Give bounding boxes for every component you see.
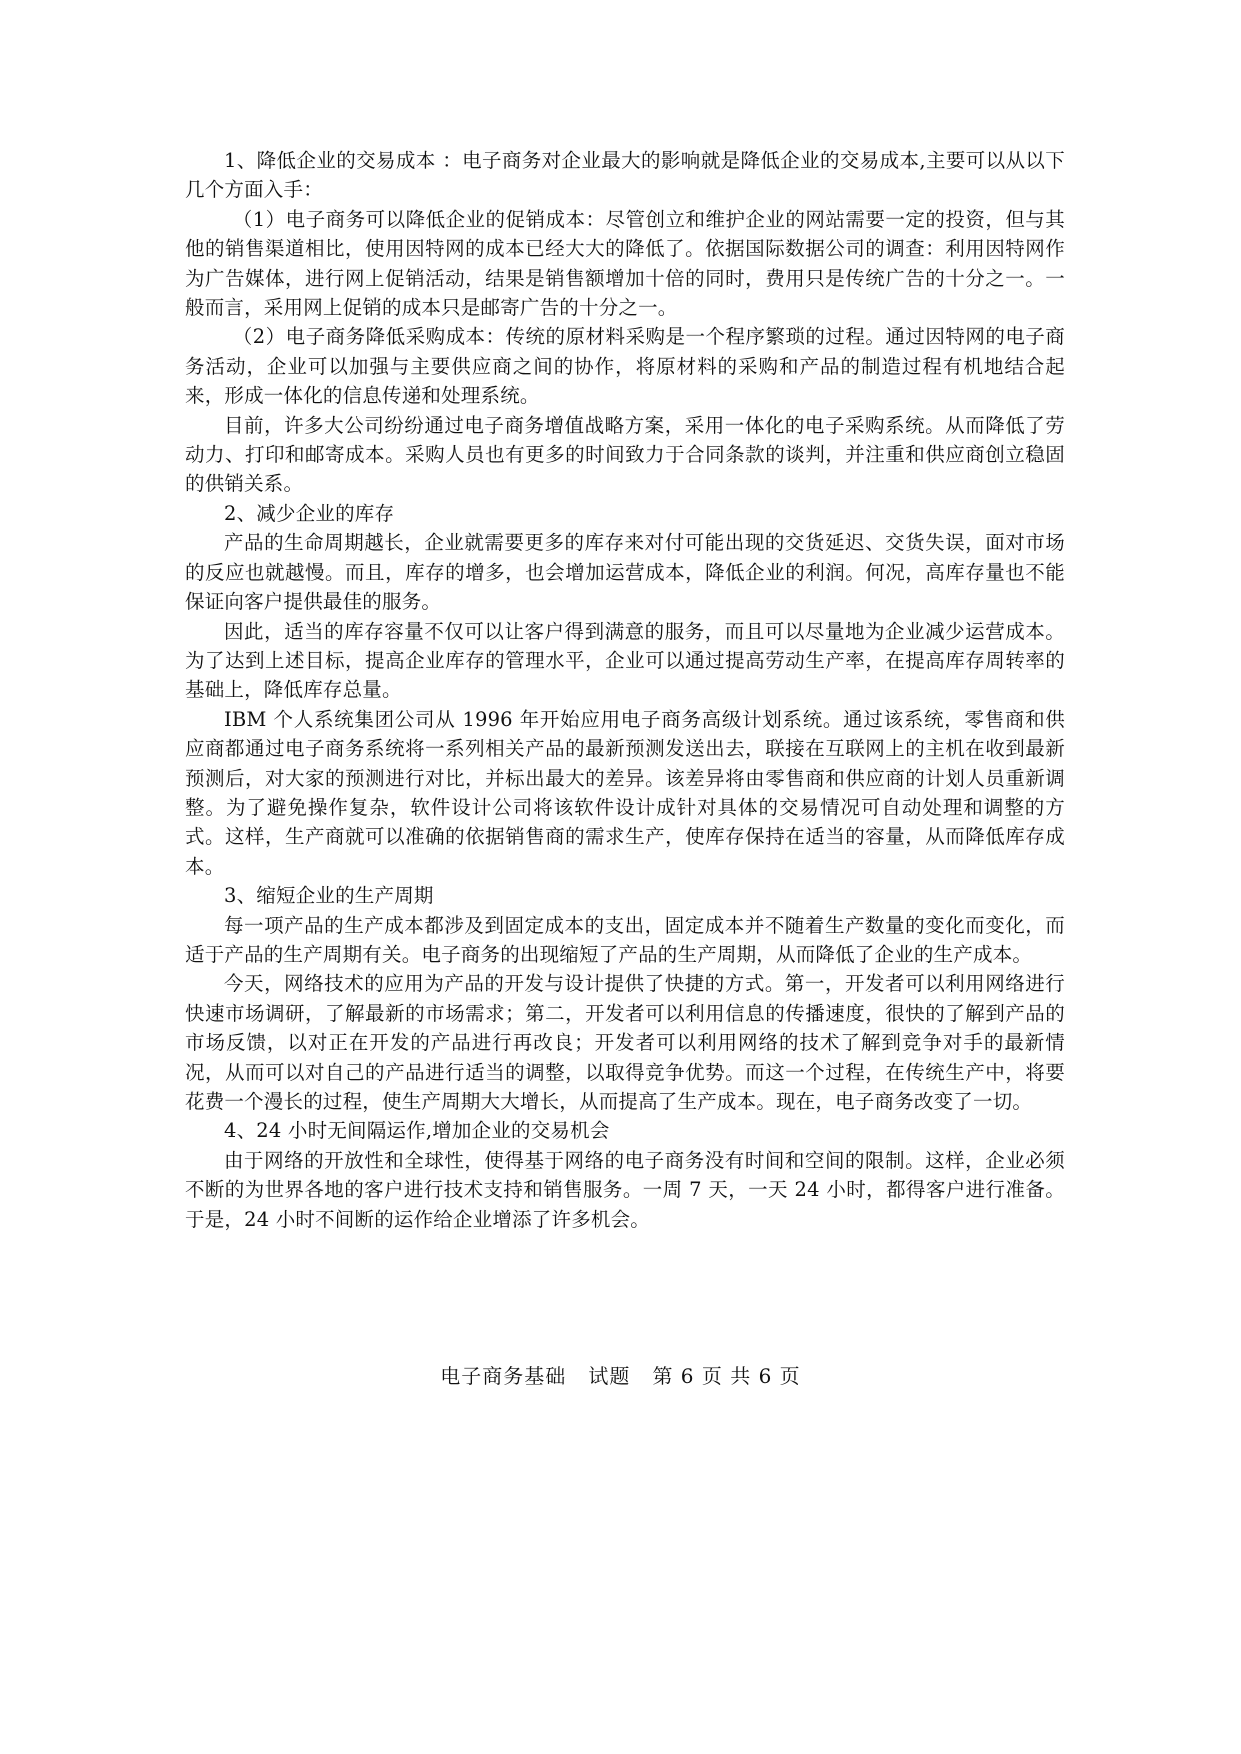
- paragraph-e-procurement-system: 目前，许多大公司纷纷通过电子商务增值战略方案，采用一体化的电子采购系统。从而降低了劳动力、打印和邮寄成本。采购人员也有更多的时间致力于合同条款的谈判，并注重和供应商创立稳固的供销关系。: [185, 413, 1065, 496]
- page-footer: 电子商务基础 试题 第 6 页 共 6 页: [440, 1364, 801, 1388]
- heading-4-24-hour-operation: 4、24 小时无间隔运作,增加企业的交易机会: [224, 1119, 610, 1143]
- paragraph-promotion-cost: （1）电子商务可以降低企业的促销成本：尽管创立和维护企业的网站需要一定的投资，但与其他的销售渠道相比，使用因特网的成本已经大大的降低了。依据国际数据公司的调查：利用因特网作为广告媒体，进行网上促销活动，结果是销售额增加十倍的同时，费用只是传统广告的十分之一。一般而言，采用网上促销的成本只是邮寄广告的十分之一。: [185, 207, 1065, 320]
- paragraph-inventory-capacity: 因此，适当的库存容量不仅可以让客户得到满意的服务，而且可以尽量地为企业减少运营成本。为了达到上述目标，提高企业库存的管理水平，企业可以通过提高劳动生产率，在提高库存周转率的基础上，降低库存总量。: [185, 619, 1065, 702]
- heading-1-reduce-transaction-cost: 1、降低企业的交易成本 ：电子商务对企业最大的影响就是降低企业的交易成本,主要可以从以下几个方面入手：: [185, 149, 1065, 202]
- paragraph-product-lifecycle: 产品的生命周期越长，企业就需要更多的库存来对付可能出现的交货延迟、交货失误，面对市场的反应也就越慢。而且，库存的增多，也会增加运营成本，降低企业的利润。何况，高库存量也不能保证向客户提供最佳的服务。: [185, 531, 1065, 614]
- paragraph-production-cost: 每一项产品的生产成本都涉及到固定成本的支出，固定成本并不随着生产数量的变化而变化，而适于产品的生产周期有关。电子商务的出现缩短了产品的生产周期，从而降低了企业的生产成本。: [185, 913, 1065, 966]
- heading-3-shorten-production-cycle: 3、缩短企业的生产周期: [224, 884, 434, 908]
- paragraph-open-global-network: 由于网络的开放性和全球性，使得基于网络的电子商务没有时间和空间的限制。这样，企业必须不断的为世界各地的客户进行技术支持和销售服务。一周 7 天，一天 24 小时，都得客户进行准备。于是，24 小时不间断的运作给企业增添了许多机会。: [185, 1148, 1065, 1231]
- paragraph-ibm-example: IBM 个人系统集团公司从 1996 年开始应用电子商务高级计划系统。通过该系统，零售商和供应商都通过电子商务系统将一系列相关产品的最新预测发送出去，联接在互联网上的主机在收到最新预测后，对大家的预测进行对比，并标出最大的差异。该差异将由零售商和供应商的计划人员重新调整。为了避免操作复杂，软件设计公司将该软件设计成针对具体的交易情况可自动处理和调整的方式。这样，生产商就可以准确的依据销售商的需求生产，使库存保持在适当的容量，从而降低库存成本。: [185, 707, 1065, 878]
- paragraph-network-technology: 今天，网络技术的应用为产品的开发与设计提供了快捷的方式。第一，开发者可以利用网络进行快速市场调研，了解最新的市场需求；第二，开发者可以利用信息的传播速度，很快的了解到产品的市场反馈，以对正在开发的产品进行再改良；开发者可以利用网络的技术了解到竞争对手的最新情况，从而可以对自己的产品进行适当的调整，以取得竞争优势。而这一个过程，在传统生产中，将要花费一个漫长的过程，使生产周期大大增长，从而提高了生产成本。现在，电子商务改变了一切。: [185, 972, 1065, 1113]
- document-body: [185, 146, 1065, 1234]
- heading-2-reduce-inventory: 2、减少企业的库存: [224, 501, 395, 525]
- paragraph-procurement-cost: （2）电子商务降低采购成本：传统的原材料采购是一个程序繁琐的过程。通过因特网的电子商务活动，企业可以加强与主要供应商之间的协作，将原材料的采购和产品的制造过程有机地结合起来，形成一体化的信息传递和处理系统。: [185, 325, 1065, 408]
